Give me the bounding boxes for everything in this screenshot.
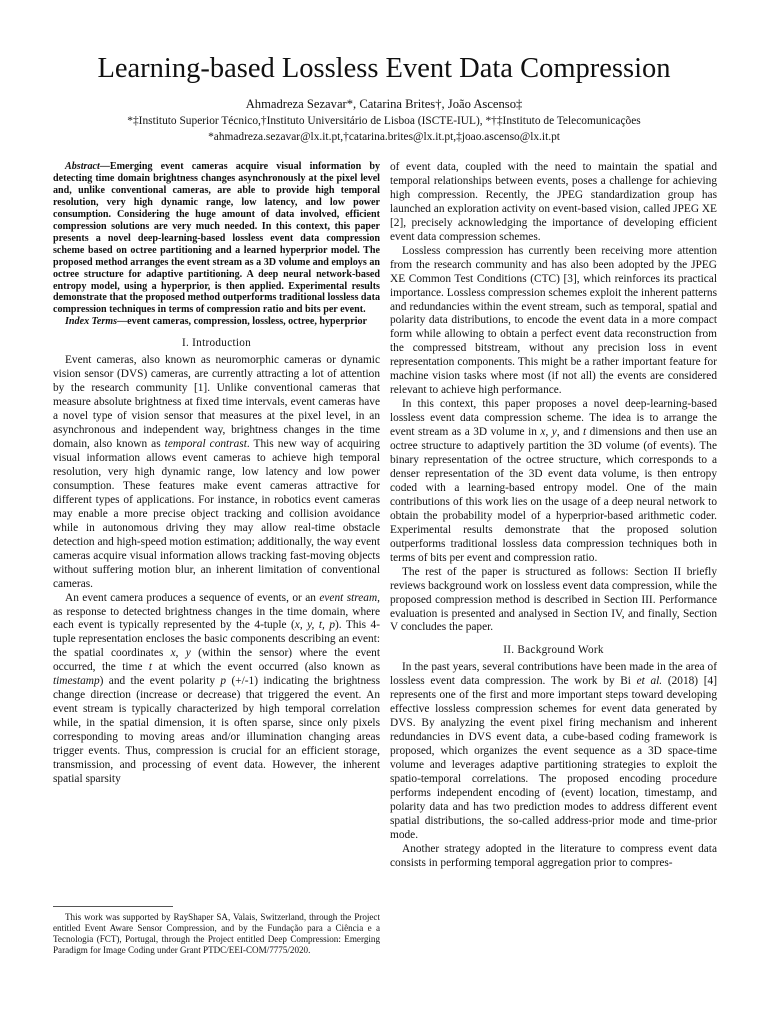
right-p3-t: t bbox=[583, 426, 587, 439]
intro-p1-text: Event cameras, also known as neuromorphic cameras or dynamic vision sensor (DVS) cameras, are currently attracting a lot of attention by the research community [1]. Unlike conventional cameras that measure absolute brightness at fixed time intervals, event cameras have a novel type of vision sensor that measures at the pixel level, in an asynchronous and independent way, brightness changes in the time domain, also known as bbox=[53, 354, 380, 451]
intro-p2-b: , as response to detected brightness changes in the time domain, where each event is typically represented by the 4-tuple ( bbox=[53, 591, 380, 632]
intro-p2-f: ) and the event polarity bbox=[99, 675, 221, 688]
affiliations: *‡Instituto Superior Técnico,†Instituto Universitário de Lisboa (ISCTE-IUL), *†‡Instituto de Telecomunicações bbox=[127, 115, 641, 127]
section-heading-background: II. Background Work bbox=[503, 644, 604, 657]
funding-footnote: This work was supported by RayShaper SA, Valais, Switzerland, through the Project entitled Event Aware Sensor Compression, and by the Fundação para a Ciência e a Tecnologia (FCT), Portugal, through the Project entitled Deep Compression: Emerging Paradigm for Image Coding under Grant PTDC/EEI-COM/7775/2020. bbox=[53, 912, 380, 955]
intro-p2-t: t bbox=[148, 661, 153, 674]
abstract bbox=[53, 161, 380, 316]
right-paragraph-3 bbox=[390, 398, 717, 565]
author-list: Ahmadreza Sezavar*, Catarina Brites†, João Ascenso‡ bbox=[245, 97, 523, 111]
right-p3-comma: , bbox=[545, 426, 552, 439]
paper-title: Learning-based Lossless Event Data Compression bbox=[97, 53, 671, 84]
right-p3-b: dimensions and then use an octree structure to adaptively partition the 3D volume (of events). The binary representation of the octree structure, which corresponds to a denser representation of the 3D event data volume, is then entropy coded with a learning-based entropy model. One of the main contributions of this work lies on the usage of a deep neural network to obtain the probability model of a hyperprior-based arithmetic coder. Experimental results demonstrate that the proposed solution outperforms traditional lossless data compression techniques both in terms of bits per event and compression ratio. bbox=[390, 426, 717, 564]
intro-p2-c: ). This 4-tuple representation encloses the basic components describing an event: the spatial coordinates bbox=[53, 619, 380, 660]
intro-p2-x: x bbox=[170, 647, 176, 660]
background-paragraph-2: Another strategy adopted in the literature to compress event data consists in performing temporal aggregation prior to compres- bbox=[390, 842, 717, 869]
right-p3-and: , and bbox=[556, 426, 583, 439]
intro-p2-d: (within the sensor) where the event occurred, the time bbox=[53, 647, 381, 674]
index-terms bbox=[53, 316, 380, 328]
section-heading-introduction: I. Introduction bbox=[181, 337, 252, 350]
background-p1-a: In the past years, several contributions have been made in the area of lossless event data compression. The work by Bi bbox=[390, 661, 717, 688]
right-p3-x: x bbox=[540, 426, 546, 439]
abstract-text: —Emerging event cameras acquire visual information by detecting time domain brightness changes asynchronously at the pixel level and, unlike conventional cameras, are able to provide high temporal resolution, very high dynamic range, low latency, and low power consumption. Considering the huge amount of data involved, efficient compression solutions are very much needed. In this context, this paper presents a novel deep-learning-based lossless event data compression scheme based on octree partitioning and a learned hyperprior model. The proposed method arranges the event stream as a 3D volume and employs an octree structure for adaptive partitioning. A deep neural network-based entropy model, using a hyperprior, is then applied. Experimental results demonstrate that the proposed method outperforms traditional lossless data compression techniques in terms of compression ratio and bits per event. bbox=[53, 161, 380, 316]
intro-p2-tuple: x, y, t, p bbox=[294, 619, 335, 632]
intro-p2-em-timestamp: timestamp bbox=[53, 675, 100, 688]
right-paragraph-2: Lossless compression has currently been receiving more attention from the research community and has also been adopted by the JPEG XE Common Test Conditions (CTC) [3], which reinforces its practical importance. Lossless compression schemes exploit the inherent patterns and redundancies within the event stream, such as temporal, spatial and polarity data distributions, to encode the event data in a more compact form while allowing to obtain a perfect event data reconstruction from the compressed bitstream, without any precision loss in event representation components. This might be a rather important feature for machine vision tasks where most (if not all) the events are considered relevant to achieve high performance. bbox=[390, 244, 717, 397]
intro-p2-y: y bbox=[185, 647, 191, 660]
intro-p1-text-rest: . This new way of acquiring visual information allows event cameras to achieve high temporal resolution, very high dynamic range, low latency and low power consumption. These features make event cameras attractive for different types of applications. For instance, in robotics event cameras may enable a more precise object tracking and collision avoidance while in autonomous driving they may allow real-time obstacle detection and high-speed motion estimation; additionally, the way event cameras acquire visual information allows tracking fast-moving objects without suffering motion blur, an inherent limitation of conventional cameras. bbox=[53, 438, 381, 590]
intro-p2-p: p bbox=[220, 675, 227, 688]
author-emails: *ahmadreza.sezavar@lx.it.pt,†catarina.brites@lx.it.pt,‡joao.ascenso@lx.it.pt bbox=[208, 131, 560, 143]
right-paragraph-1: of event data, coupled with the need to maintain the spatial and temporal relationships between events, poses a challenge for achieving high compression. Recently, the JPEG standardization group has launched an exploration activity on event-based vision, called JPEG XE [2], precisely acknowledging the importance of developing efficient event data compression schemes. bbox=[390, 161, 717, 243]
index-terms-text: —event cameras, compression, lossless, octree, hyperprior bbox=[117, 316, 368, 328]
intro-p2-em-event-stream: event stream bbox=[319, 591, 378, 604]
intro-paragraph-1 bbox=[53, 354, 380, 591]
abstract-label: Abstract bbox=[65, 161, 100, 172]
intro-p2-a: An event camera produces a sequence of events, or an bbox=[65, 591, 320, 604]
intro-p1-emphasis: temporal contrast bbox=[164, 438, 247, 451]
background-p1-b: (2018) [4] represents one of the first and more important steps toward developing effective lossless compression schemes for event data generated by DVS. By analyzing the event pixel firing mechanism and inherent redundancies in DVS event data, a cube-based coding framework is proposed, which organizes the event sequence as a 3D space-time volume and leverages adaptive partitioning strategies to exploit the spatio-temporal correlations. The proposed encoding procedure performs independent encoding of (event) location, timestamp, and polarity data and has two prediction modes to address different event spatial distributions, the so-called address-prior mode and time-prior mode. bbox=[390, 675, 717, 841]
left-column bbox=[53, 161, 380, 787]
right-column bbox=[390, 161, 717, 871]
intro-paragraph-2 bbox=[53, 592, 380, 787]
right-p3-y: y bbox=[551, 426, 557, 439]
intro-p2-g: (+/-1) indicating the brightness change direction (increase or decrease) that triggered the event. An event stream is typically characterized by high temporal correlation while, in the spatial dimension, it is often sparse, since only pixels corresponding to moving areas and/or illumination changing areas trigger events. Thus, compression is crucial for an efficient storage, transmission, and processing of event data. However, the inherent spatial sparsity bbox=[53, 675, 380, 785]
right-p3-a: In this context, this paper proposes a novel deep-learning-based lossless event data compression scheme. The idea is to arrange the event stream as a 3D volume in bbox=[390, 398, 717, 439]
intro-p2-comma: , bbox=[175, 647, 186, 660]
footnote-divider bbox=[53, 906, 173, 907]
background-paragraph-1 bbox=[390, 661, 717, 842]
index-terms-label: Index Terms bbox=[65, 316, 118, 328]
right-paragraph-4: The rest of the paper is structured as follows: Section II briefly reviews background work on lossless event data compression, while the proposed compression method is described in Section III. Performance evaluation is presented and analysed in Section IV, and finally, Section V concludes the paper. bbox=[390, 565, 717, 634]
background-p1-em: et al. bbox=[636, 675, 663, 688]
intro-p2-e: at which the event occurred (also known as bbox=[152, 661, 380, 674]
